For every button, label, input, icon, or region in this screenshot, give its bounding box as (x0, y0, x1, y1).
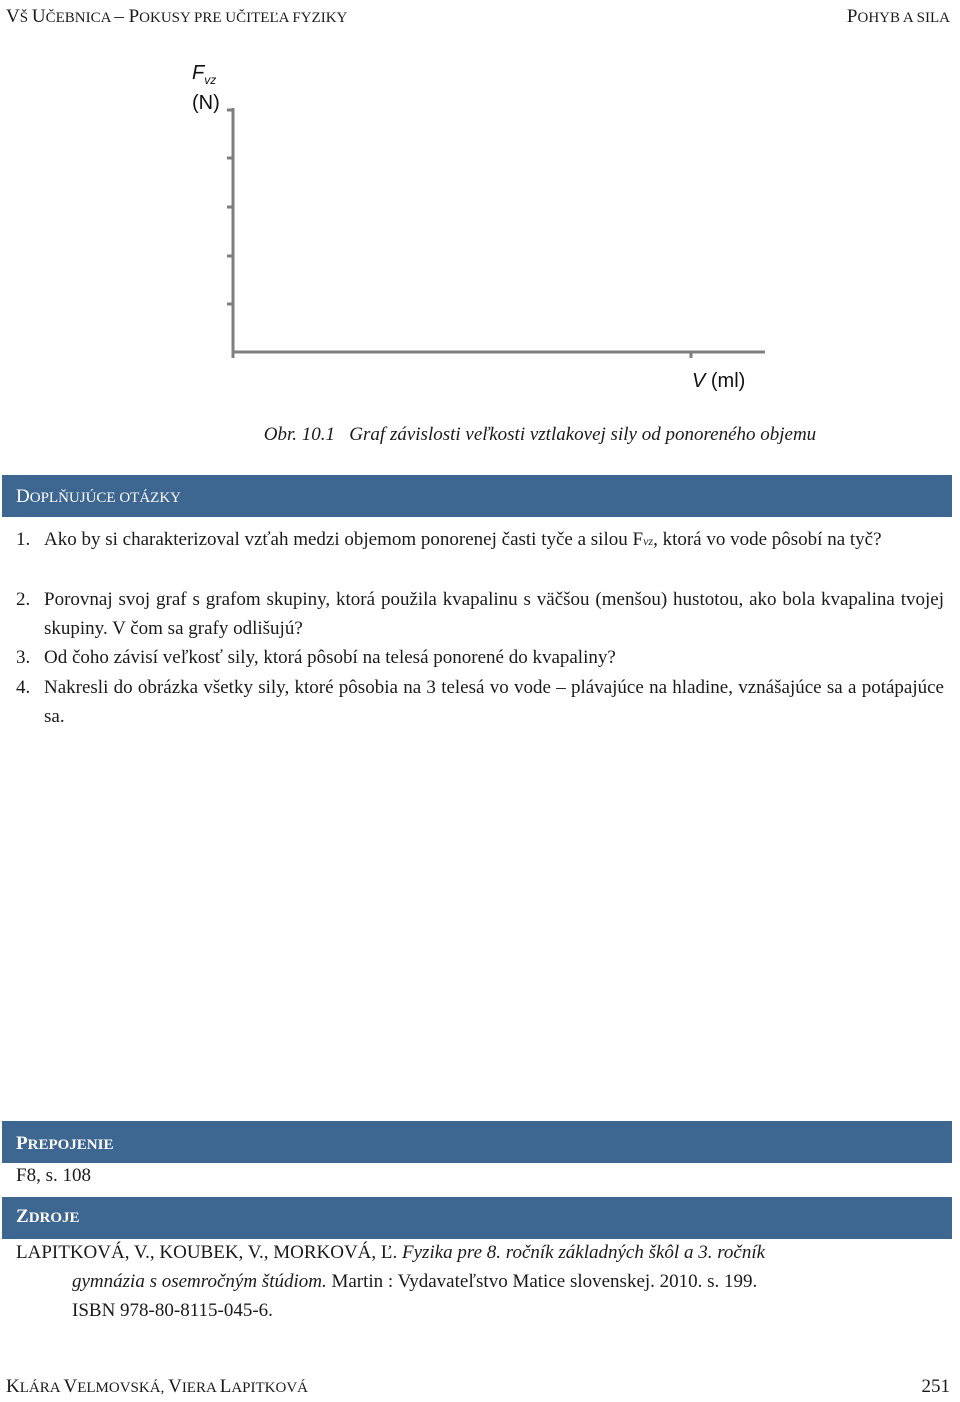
question-number: 1. (16, 529, 31, 550)
footer-text: V (63, 1376, 78, 1397)
question-item (16, 585, 944, 643)
figure-caption: Obr. 10.1 Graf závislosti veľkosti vztlakovej sily od ponoreného objemu (263, 424, 817, 445)
header-text: P (846, 6, 858, 27)
x-axis-symbol: V (692, 370, 706, 392)
graph-axes (0, 0, 960, 420)
header-text: Š (19, 10, 32, 26)
y-axis-subscript: vz (204, 73, 217, 87)
question-text: Od čoho závisí veľkosť sily, ktorá pôsobí na telesá ponorené do kvapaliny? (44, 647, 616, 668)
question-text: , ktorá vo vode pôsobí na tyč? (653, 529, 882, 550)
footer-text: APITKOVÁ (231, 1380, 309, 1396)
y-axis-unit: (N) (192, 92, 220, 114)
footer-text: LÁRA (19, 1380, 64, 1396)
x-axis-unit: (ml) (705, 370, 746, 392)
header-text: OKUSY PRE UČITEĽA FYZIKY (139, 10, 348, 26)
section-title: P (16, 1133, 28, 1154)
x-axis-label (692, 370, 745, 393)
question-number: 4. (16, 677, 31, 698)
section-title: REPOJENIE (27, 1137, 114, 1153)
header-text: – (114, 6, 129, 27)
question-item (16, 673, 944, 731)
y-axis-label (192, 62, 216, 85)
footer-text: ELMOVSKÁ, (77, 1380, 169, 1396)
header-text: P (128, 6, 140, 27)
question-item (16, 525, 944, 556)
section-header-sources (2, 1197, 952, 1239)
footer-text: V (168, 1376, 182, 1397)
section-title: Z (16, 1206, 29, 1227)
question-text: Nakresli do obrázka všetky sily, ktoré pôsobia na 3 telesá vo vode – plávajúce na hladine, vznášajúce sa a potápajúce sa. (44, 677, 944, 727)
section-title: D (16, 486, 30, 507)
header-text: ČEBNICA (45, 10, 115, 26)
question-subscript: vz (643, 534, 654, 548)
section-header-connections (2, 1121, 952, 1163)
footer-text: IERA (181, 1380, 220, 1396)
header-text: OHYB A SILA (857, 10, 950, 26)
question-text: Porovnaj svoj graf s grafom skupiny, ktorá použila kvapalinu s väčšou (menšou) hustotou, ako bola kvapalina tvojej skupiny. V čom sa grafy odlišujú? (44, 589, 944, 639)
footer-text: L (219, 1376, 232, 1397)
citation-isbn: ISBN 978-80-8115-045-6. (72, 1300, 273, 1321)
section-title: OPLŇUJÚCE OTÁZKY (29, 490, 181, 506)
citation-title: gymnázia s osemročným štúdiom. (72, 1271, 327, 1292)
page-number: 251 (921, 1376, 950, 1397)
citation-authors: LAPITKOVÁ, V., KOUBEK, V., MORKOVÁ, Ľ. (16, 1242, 403, 1263)
source-citation (16, 1238, 944, 1325)
footer-authors (6, 1376, 308, 1398)
header-text: U (31, 6, 46, 27)
citation-publisher: Martin : Vydavateľstvo Matice slovenskej. 2010. s. 199. (326, 1271, 758, 1292)
y-axis-symbol: F (192, 62, 205, 84)
question-number: 2. (16, 589, 31, 610)
citation-title: Fyzika pre 8. ročník základných škôl a 3. ročník (402, 1242, 766, 1263)
citation-line (16, 1267, 944, 1296)
empty-graph (0, 0, 960, 420)
question-number: 3. (16, 647, 31, 668)
section-header-questions (2, 475, 952, 517)
section-title: DROJE (28, 1210, 80, 1226)
header-text: V (6, 6, 20, 27)
question-item (16, 643, 944, 672)
question-text: Ako by si charakterizoval vzťah medzi objemom ponorenej časti tyče a silou F (44, 529, 644, 550)
citation-line (16, 1238, 944, 1267)
footer-text: K (6, 1376, 20, 1397)
connection-reference: F8, s. 108 (16, 1165, 91, 1186)
